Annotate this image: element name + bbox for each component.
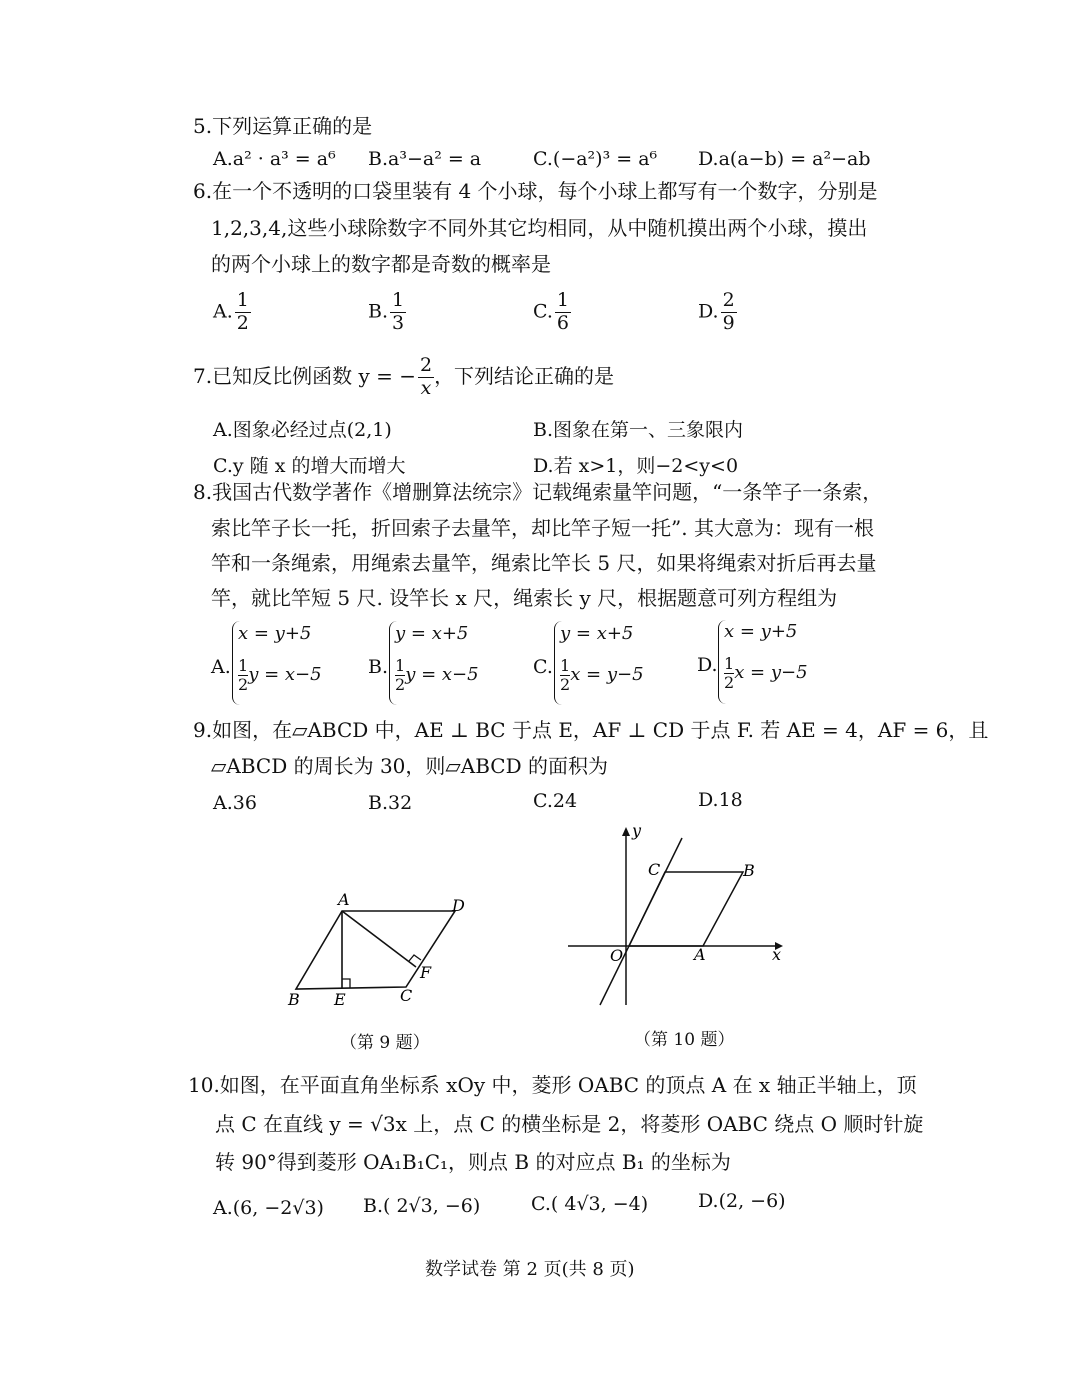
q5-option-b: B.a³−a² = a: [368, 148, 482, 170]
q8-option-c-label: C.: [533, 656, 553, 678]
label-c: C: [648, 860, 661, 879]
rhombus-oabc: [629, 872, 743, 946]
q8-line-1: 8.我国古代数学著作《增删算法统宗》记载绳索量竿问题，“一条竿子一条索，: [193, 480, 883, 504]
q6-line-1: 6.在一个不透明的口袋里装有 4 个小球，每个小球上都写有一个数字，分别是: [193, 179, 878, 203]
label-y: y: [632, 821, 642, 840]
q8-option-c-eq2: $\frac{1}{2}$ x = y−5: [560, 656, 644, 694]
segment-af: [342, 911, 416, 967]
q6-option-a: A. $\frac{1}{2}$: [213, 289, 249, 334]
label-a: A: [694, 945, 706, 964]
q9-option-a: A.36: [213, 792, 257, 814]
label-o: O: [610, 946, 624, 965]
q6-option-d: D. $\frac{2}{9}$: [698, 289, 735, 334]
figure-10-coordinate-plane: [560, 820, 790, 1010]
label-x: x: [772, 945, 782, 964]
label-e: E: [334, 990, 346, 1009]
page-footer: 数学试卷 第 2 页(共 8 页): [425, 1259, 635, 1280]
q10-option-c: C.( 4√3, −4): [531, 1193, 649, 1215]
q10-line-2: 点 C 在直线 y = √3x 上，点 C 的横坐标是 2，将菱形 OABC 绕点 O 顺时针旋: [215, 1112, 924, 1136]
q8-option-d-eq1: x = y+5: [724, 621, 798, 642]
q9-option-d: D.18: [698, 789, 743, 811]
label-a: A: [338, 890, 350, 909]
q6-line-3: 的两个小球上的数字都是奇数的概率是: [211, 252, 551, 276]
q8-option-a-eq2: $\frac{1}{2}$ y = x−5: [238, 656, 322, 694]
q8-option-d-label: D.: [697, 654, 718, 676]
figure-9-parallelogram: [270, 885, 490, 1015]
q5-option-c: C.(−a²)³ = a⁶: [533, 148, 658, 170]
q8-option-c-eq1: y = x+5: [560, 623, 634, 644]
q8-option-a-label: A.: [211, 656, 231, 678]
q8-option-b-eq2: $\frac{1}{2}$ y = x−5: [395, 656, 479, 694]
q9-line-1: 9.如图，在▱ABCD 中，AE ⊥ BC 于点 E，AF ⊥ CD 于点 F. 若 AE = 4，AF = 6，且: [193, 718, 989, 742]
label-f: F: [420, 963, 432, 982]
q8-option-b-label: B.: [368, 656, 389, 678]
label-c: C: [400, 986, 413, 1005]
q5-option-a: A.a² · a³ = a⁶: [213, 148, 336, 170]
q8-line-4: 竿，就比竿短 5 尺. 设竿长 x 尺，绳索长 y 尺，根据题意可列方程组为: [211, 586, 838, 610]
q7-option-d: D.若 x>1，则−2<y<0: [533, 455, 739, 477]
y-axis-arrow: [622, 827, 630, 836]
label-b: B: [743, 861, 755, 880]
q7-option-b: B.图象在第一、三象限内: [533, 419, 744, 441]
q10-option-b: B.( 2√3, −6): [363, 1195, 481, 1217]
figure-9-caption: （第 9 题）: [340, 1033, 430, 1053]
right-angle-f: [409, 955, 421, 961]
q9-option-c: C.24: [533, 790, 578, 812]
q5-option-d: D.a(a−b) = a²−ab: [698, 148, 871, 170]
q8-line-3: 竿和一条绳索，用绳索去量竿，绳索比竿长 5 尺，如果将绳索对折后再去量: [211, 551, 877, 575]
q6-line-2: 1,2,3,4,这些小球除数字不同外其它均相同，从中随机摸出两个小球，摸出: [211, 216, 868, 240]
q7-option-a: A.图象必经过点(2,1): [213, 419, 392, 441]
parallelogram-abcd: [296, 911, 455, 989]
q5-stem: 5.下列运算正确的是: [193, 114, 373, 138]
q6-option-c: C. $\frac{1}{6}$: [533, 289, 569, 334]
q7-option-c: C.y 随 x 的增大而增大: [213, 455, 406, 477]
q8-option-a-eq1: x = y+5: [238, 623, 312, 644]
q9-line-2: ▱ABCD 的周长为 30，则▱ABCD 的面积为: [211, 754, 608, 778]
figure-10-caption: （第 10 题）: [634, 1030, 735, 1050]
q8-option-b-eq1: y = x+5: [395, 623, 469, 644]
right-angle-e: [342, 979, 350, 988]
q10-option-a: A.(6, −2√3): [213, 1197, 324, 1219]
q6-option-b: B. $\frac{1}{3}$: [368, 289, 405, 334]
q10-option-d: D.(2, −6): [698, 1190, 786, 1212]
q9-option-b: B.32: [368, 792, 413, 814]
q10-line-1: 10.如图，在平面直角坐标系 xOy 中，菱形 OABC 的顶点 A 在 x 轴正半轴上，顶: [188, 1073, 917, 1097]
q10-line-3: 转 90°得到菱形 OA₁B₁C₁，则点 B 的对应点 B₁ 的坐标为: [215, 1150, 731, 1174]
label-b: B: [288, 990, 300, 1009]
label-d: D: [452, 896, 465, 915]
q7-stem: 7.已知反比例函数 y = − $\frac{2}{x}$ ，下列结论正确的是: [193, 354, 615, 399]
q8-option-d-eq2: $\frac{1}{2}$ x = y−5: [724, 654, 808, 692]
q8-line-2: 索比竿子长一托，折回索子去量竿，却比竿子短一托”. 其大意为：现有一根: [211, 516, 874, 540]
